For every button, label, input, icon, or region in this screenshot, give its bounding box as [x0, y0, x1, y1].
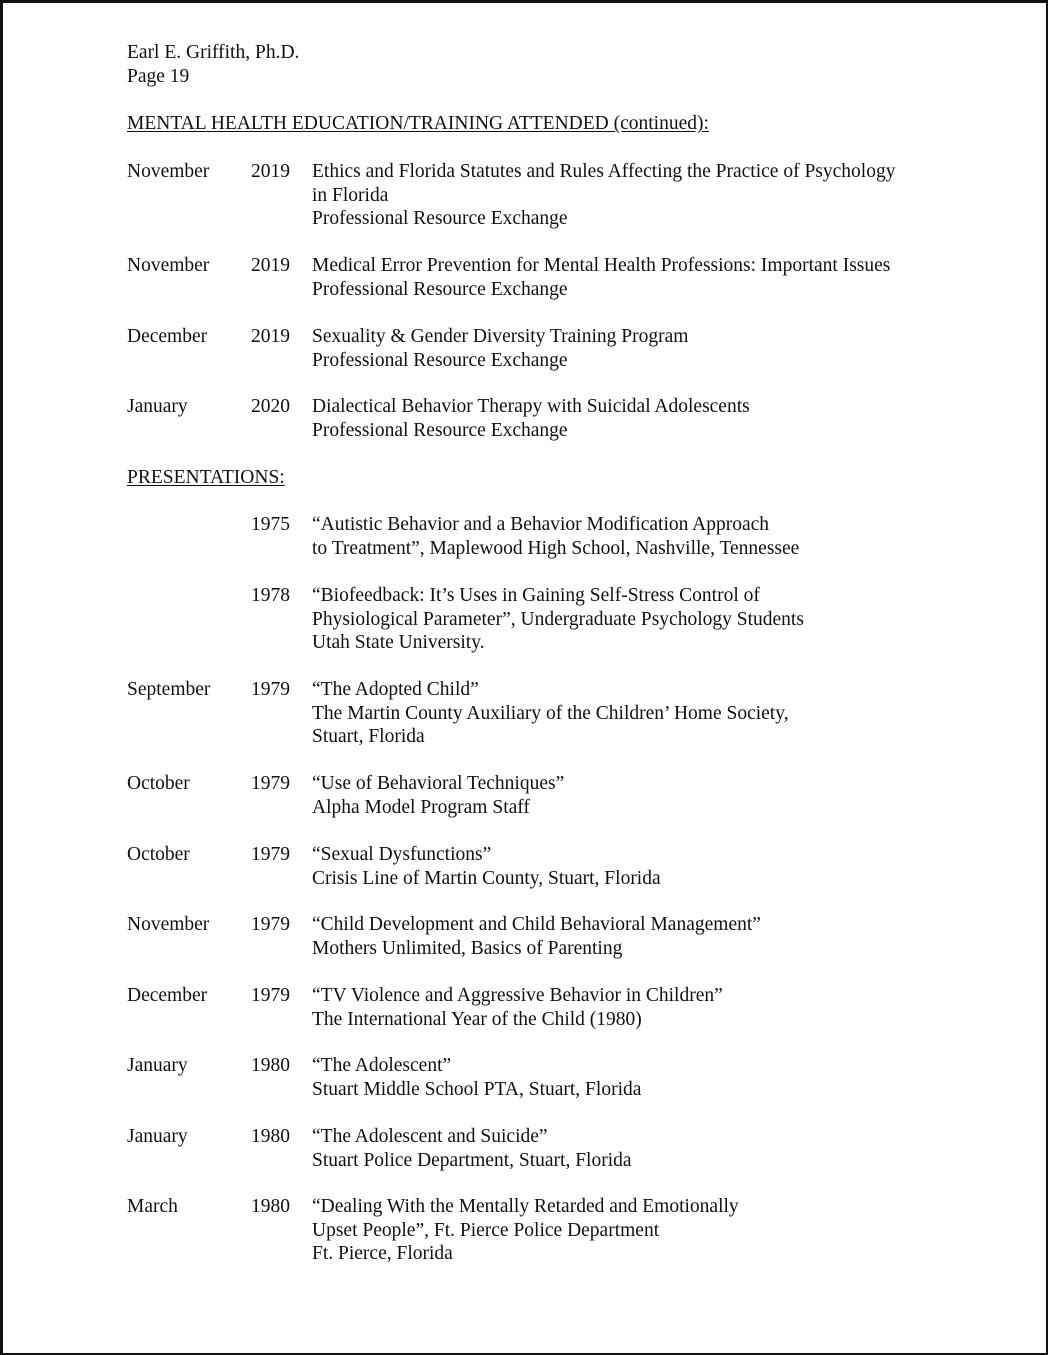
page-number: Page 19 — [127, 65, 190, 87]
entry-month: November — [127, 161, 210, 182]
entry-year: 1979 — [251, 679, 290, 700]
entry-month: December — [127, 326, 208, 347]
entry-month: November — [127, 914, 210, 935]
entry-year: 2019 — [251, 326, 290, 347]
entry-line: Mothers Unlimited, Basics of Parenting — [312, 937, 623, 959]
entry-year: 1979 — [251, 985, 290, 1006]
entry-description — [312, 513, 799, 560]
entry-description — [312, 160, 895, 231]
entry-year: 1979 — [251, 773, 290, 794]
entry-line: Ft. Pierce, Florida — [312, 1243, 453, 1264]
entry-line: “The Adolescent and Suicide” — [312, 1126, 548, 1147]
entry-line: Physiological Parameter”, Undergraduate Psychology Students — [312, 608, 804, 630]
entry-line: Crisis Line of Martin County, Stuart, Florida — [312, 867, 661, 889]
entry-year: 1980 — [251, 1055, 290, 1076]
entry-month: December — [127, 985, 208, 1006]
entry-line: Professional Resource Exchange — [312, 208, 568, 229]
entry-description — [312, 678, 789, 749]
entry-month: January — [127, 396, 188, 417]
entry-line: Professional Resource Exchange — [312, 349, 568, 371]
entry-year: 1980 — [251, 1196, 290, 1217]
entry-line: The Martin County Auxiliary of the Children’ Home Society, — [312, 702, 789, 724]
entry-line: Sexuality & Gender Diversity Training Program — [312, 326, 689, 347]
entry-line: “Child Development and Child Behavioral Management” — [312, 914, 761, 935]
page-header — [127, 41, 299, 88]
entry-year: 2019 — [251, 255, 290, 276]
entry-line: “Dealing With the Mentally Retarded and Emotionally — [312, 1196, 739, 1217]
entry-description — [312, 984, 723, 1031]
entry-line: Ethics and Florida Statutes and Rules Affecting the Practice of Psychology — [312, 161, 896, 182]
entry-line: Upset People”, Ft. Pierce Police Department — [312, 1219, 660, 1241]
entry-year: 2020 — [251, 396, 290, 417]
section-title-training: MENTAL HEALTH EDUCATION/TRAINING ATTENDED (continued): — [127, 113, 709, 134]
entry-year: 1979 — [251, 914, 290, 935]
entry-month: January — [127, 1055, 188, 1076]
entry-line: to Treatment”, Maplewood High School, Nashville, Tennessee — [312, 537, 800, 559]
entry-year: 1980 — [251, 1126, 290, 1147]
entry-line: Medical Error Prevention for Mental Health Professions: Important Issues — [312, 255, 891, 276]
entry-line: in Florida — [312, 184, 389, 206]
entry-line: Professional Resource Exchange — [312, 278, 568, 300]
entry-description — [312, 584, 804, 655]
entry-line: Dialectical Behavior Therapy with Suicidal Adolescents — [312, 396, 750, 417]
entry-description — [312, 1054, 641, 1101]
entry-month: October — [127, 773, 190, 794]
entry-description — [312, 772, 564, 819]
entry-description — [312, 1125, 632, 1172]
entry-month: September — [127, 679, 211, 700]
entry-month: March — [127, 1196, 178, 1217]
entry-year: 1979 — [251, 844, 290, 865]
entry-description — [312, 843, 661, 890]
entry-line: Stuart, Florida — [312, 726, 425, 747]
entry-line: “The Adopted Child” — [312, 679, 479, 700]
entry-year: 1978 — [251, 585, 290, 606]
entry-line: “TV Violence and Aggressive Behavior in Children” — [312, 985, 723, 1006]
entry-line: Stuart Middle School PTA, Stuart, Florida — [312, 1078, 642, 1100]
entry-line: “Autistic Behavior and a Behavior Modification Approach — [312, 514, 770, 535]
entry-line: “Biofeedback: It’s Uses in Gaining Self-Stress Control of — [312, 585, 760, 606]
entry-month: January — [127, 1126, 188, 1147]
author-name: Earl E. Griffith, Ph.D. — [127, 42, 300, 63]
entry-line: Stuart Police Department, Stuart, Florida — [312, 1149, 632, 1171]
entry-description — [312, 395, 750, 442]
entry-description — [312, 254, 890, 301]
entry-line: The International Year of the Child (1980) — [312, 1008, 642, 1030]
entry-line: Professional Resource Exchange — [312, 419, 568, 441]
entry-line: Utah State University. — [312, 632, 485, 653]
entry-line: Alpha Model Program Staff — [312, 796, 530, 818]
entry-year: 1975 — [251, 514, 290, 535]
entry-description — [312, 913, 761, 960]
entry-line: “The Adolescent” — [312, 1055, 452, 1076]
entry-year: 2019 — [251, 161, 290, 182]
section-title-presentations: PRESENTATIONS: — [127, 467, 285, 488]
entry-month: November — [127, 255, 210, 276]
entry-description — [312, 325, 688, 372]
entry-description — [312, 1195, 739, 1266]
entry-line: “Use of Behavioral Techniques” — [312, 773, 565, 794]
entry-month: October — [127, 844, 190, 865]
entry-line: “Sexual Dysfunctions” — [312, 844, 492, 865]
